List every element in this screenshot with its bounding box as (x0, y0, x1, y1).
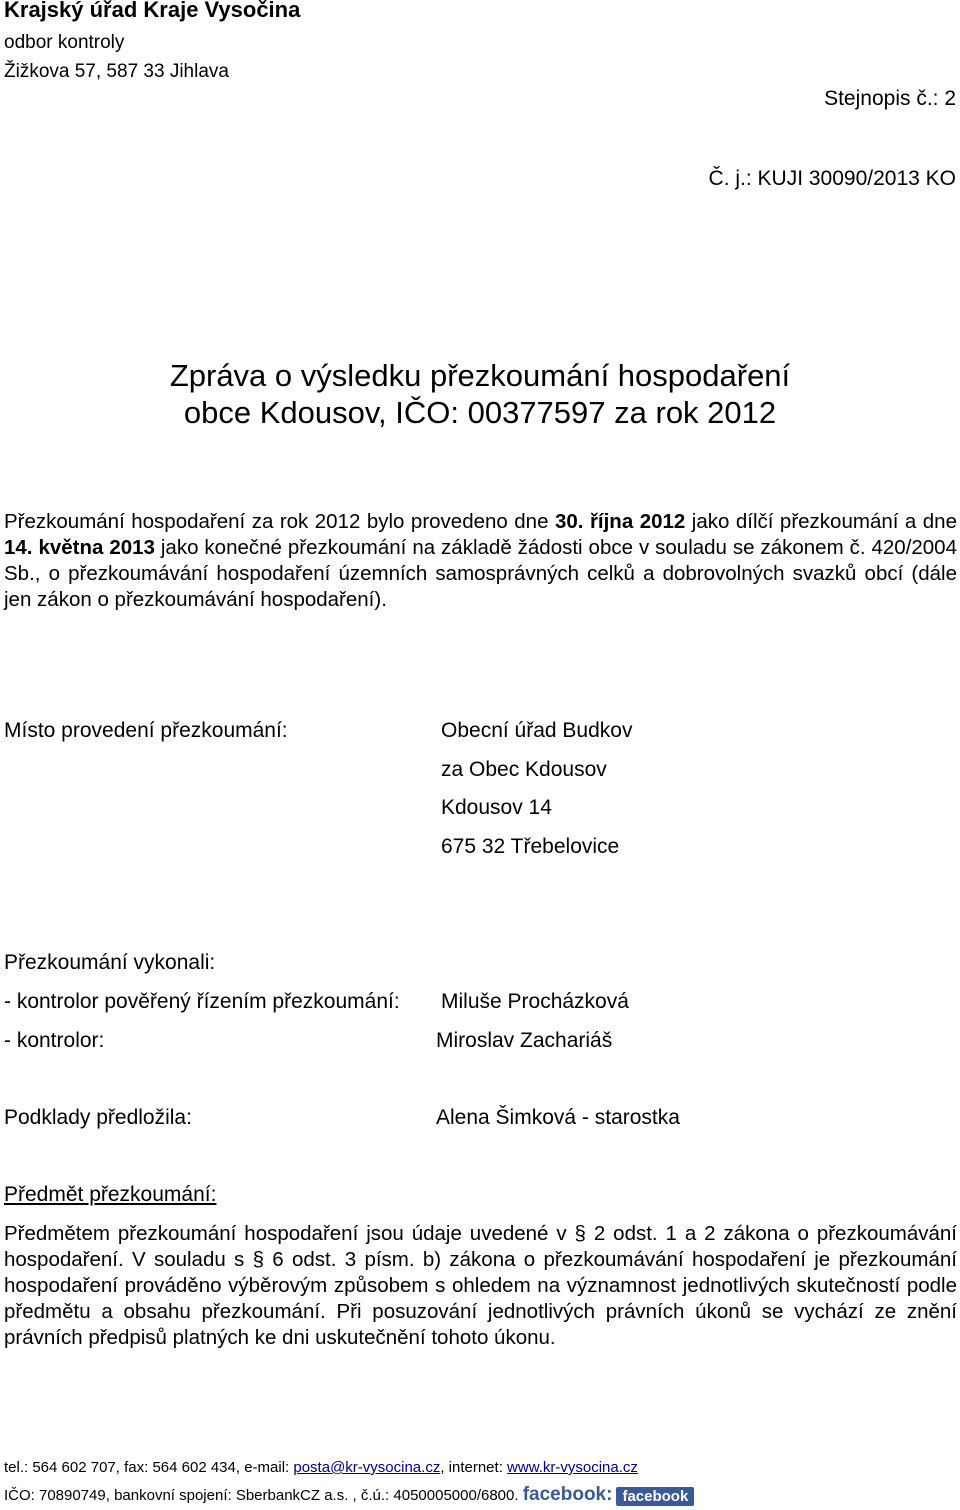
footer-contact-text: tel.: 564 602 707, fax: 564 602 434, e-mail: (4, 1459, 294, 1476)
lead-inspector-label: - kontrolor pověřený řízením přezkoumání: (4, 990, 400, 1013)
documents-value: Alena Šimková - starostka (436, 1106, 680, 1129)
subject-paragraph: Předmětem přezkoumání hospodaření jsou údaje uvedené v § 2 odst. 1 a 2 zákona o přezkoumávání hospodaření. V souladu s § 6 odst. 3 písm. b) zákona o přezkoumávání hospodaření je přezkoumání hospodaření prováděno výběrovým způsobem s ohledem na významnost jednotlivých skutečností podle předmětu a obsahu přezkoumání. Při posuzování jednotlivých právních úkonů se vychází ze znění právních předpisů platných ke dni uskutečnění tohoto úkonu. (4, 1222, 957, 1349)
place-label: Místo provedení přezkoumání: (4, 719, 288, 742)
place-line: 675 32 Třebelovice (441, 835, 620, 858)
office-name: Krajský úřad Kraje Vysočina (4, 0, 301, 22)
website-link[interactable]: www.kr-vysocina.cz (507, 1459, 638, 1476)
documents-label: Podklady předložila: (4, 1106, 192, 1129)
footer-contact (4, 1459, 638, 1476)
intro-paragraph (4, 509, 957, 613)
footer-internet-text: , internet: (440, 1459, 508, 1476)
copy-number: Stejnopis č.: 2 (824, 87, 956, 110)
subject-heading: Předmět přezkoumání: (4, 1183, 217, 1206)
title-line-1: Zpráva o výsledku přezkoumání hospodaření (169, 358, 791, 393)
facebook-logo-icon[interactable]: facebook (616, 1487, 694, 1506)
intro-text-1: Přezkoumání hospodaření za rok 2012 bylo provedeno dne (4, 510, 555, 533)
department-name: odbor kontroly (4, 32, 125, 53)
reference-number: Č. j.: KUJI 30090/2013 KO (708, 167, 956, 190)
footer-bank-text: IČO: 70890749, bankovní spojení: SberbankCZ a.s. , č.ú.: 4050005000/6800. (4, 1487, 519, 1504)
intro-date-2: 14. května 2013 (4, 536, 155, 559)
title-line-2: obce Kdousov, IČO: 00377597 za rok 2012 (183, 395, 777, 430)
office-address: Žižkova 57, 587 33 Jihlava (4, 61, 229, 82)
facebook-label: facebook: (522, 1484, 613, 1505)
lead-inspector-name: Miluše Procházková (441, 990, 629, 1013)
place-line: Obecní úřad Budkov (441, 719, 633, 742)
intro-date-1: 30. října 2012 (554, 510, 686, 533)
footer-bank (4, 1484, 694, 1506)
intro-text-2: jako dílčí přezkoumání a dne (685, 510, 957, 533)
place-line: za Obec Kdousov (441, 758, 607, 781)
email-link[interactable]: posta@kr-vysocina.cz (293, 1459, 441, 1476)
intro-text-3: jako konečné přezkoumání na základě žádosti obce v souladu se zákonem č. 420/2004 Sb., o přezkoumávání hospodaření územních samosprávných celků a dobrovolných svazků obcí (dále jen zákon o přezkoumávání hospodaření). (4, 536, 957, 611)
inspector-name: Miroslav Zachariáš (436, 1029, 613, 1052)
document-title (0, 357, 960, 431)
inspectors-heading: Přezkoumání vykonali: (4, 951, 216, 974)
inspector-label: - kontrolor: (4, 1029, 105, 1052)
place-line: Kdousov 14 (441, 796, 552, 819)
